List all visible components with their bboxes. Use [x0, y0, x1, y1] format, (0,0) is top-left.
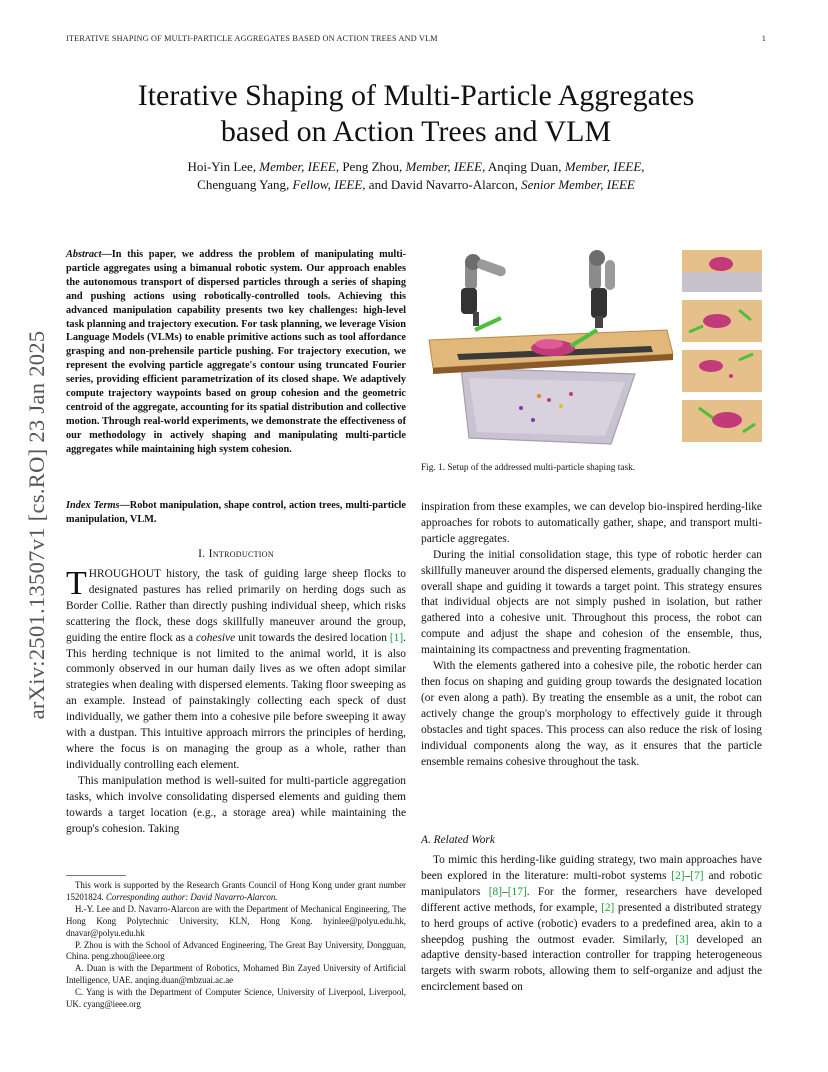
abstract-label: Abstract	[66, 249, 102, 260]
author-list	[66, 158, 766, 194]
author-4-role: Fellow, IEEE	[292, 177, 363, 192]
footnote-affiliation-1: H.-Y. Lee and D. Navarro-Alarcon are with the Department of Mechanical Engineering, The Hong Kong Polytechnic University, KLN, Hong Kong. hyinlee@polyu.edu.hk, dnavar@polyu.edu.hk	[66, 903, 406, 938]
subsection-heading-related-work: A. Related Work	[421, 834, 495, 846]
author-4: Chenguang Yang,	[197, 177, 293, 192]
abstract-text: —In this paper, we address the problem of manipulating multi-particle aggregates using a bimanual robotic system. Our approach enables the autonomous transport of dispersed particles through a series of shaping and pushing actions using robotically-controlled tools. Achieving this advanced manipulation capability presents two key challenges: high-level task planning and trajectory execution. For task planning, we leverage Vision Language Models (VLMs) to enable primitive actions such as tool affordance grasping and non-prehensile particle pushing. For trajectory execution, we represent the evolving particle aggregate's contour using truncated Fourier series, providing efficient parametrization of its closed shape. We adaptively compute trajectory waypoints based on group cohesion and the geometric centroid of the aggregate, accounting for its spatial distribution and collective motion. Through real-world experiments, we demonstrate the effectiveness of our methodology in actively shaping and manipulating multi-particle aggregates while maintaining high system cohesion.	[66, 249, 406, 455]
related-text-4: presented a distributed strategy to herd groups of active (robotic) evaders to a predefined area, akin to a sheepdog pushing the outmost evader. Similarly,	[421, 901, 762, 946]
author-line-2	[66, 176, 766, 194]
index-terms-text: —Robot manipulation, shape control, action trees, multi-particle manipulation, VLM.	[66, 500, 406, 525]
citation-link[interactable]: [7]	[690, 869, 704, 882]
figure-1-setup-photo	[421, 248, 762, 454]
intro-paragraph-2: This manipulation method is well-suited for multi-particle aggregation tasks, which involve consolidating dispersed elements and guiding them towards a target location (e.g., a storage area) while maintaining the group's cohesion. Taking	[66, 774, 406, 835]
arxiv-stamp	[19, 290, 55, 760]
footnote-funding	[66, 880, 406, 904]
citation-link[interactable]: [8]	[488, 885, 503, 898]
stage-thumbnail-2	[682, 300, 762, 342]
section-title: Introduction	[208, 547, 274, 560]
section-number: I.	[198, 547, 209, 560]
related-work-text	[421, 853, 762, 996]
related-text-3: . For the former, researchers have developed different active methods, for example,	[421, 885, 762, 914]
title-line-1: Iterative Shaping of Multi-Particle Aggregates	[137, 79, 695, 112]
footnote-affiliation-3: A. Duan is with the Department of Robotics, Mohamed Bin Zayed University of Artificial Intelligence, UAE. anqing.duan@mbzuai.ac.ae	[66, 963, 406, 986]
right-paragraph-shaping: With the elements gathered into a cohesive pile, the robotic herder can then focus on shaping and guiding group towards the designated location (or even along a path). By treating the ensemble as a unit, the robot can actively change the group's morphology to effectively guide it through obstacles and tight spaces. This process can also reduce the risk of losing individual components along the way, as it ensures that the particle ensemble remains cohesive throughout the task.	[421, 660, 762, 768]
author-3: , Anqing Duan,	[482, 159, 565, 174]
stage-thumbnails	[682, 250, 762, 442]
author-5: , and David Navarro-Alarcon,	[362, 177, 522, 192]
author-1-role: Member, IEEE	[259, 159, 336, 174]
arxiv-stamp-text: arXiv:2501.13507v1 [cs.RO] 23 Jan 2025	[24, 330, 49, 720]
author-3-sep: ,	[641, 159, 645, 174]
citation-range-dash: –	[684, 869, 691, 882]
citation-range-dash: –	[502, 885, 508, 898]
index-terms-label: Index Terms	[66, 500, 120, 511]
author-line-1	[66, 158, 766, 176]
right-paragraph-continued: inspiration from these examples, we can develop bio-inspired herding-like approaches for robots to automatically gather, shape, and transport multi-particle aggregates.	[421, 501, 762, 545]
citation-link[interactable]: [17]	[507, 885, 527, 898]
footnotes	[66, 880, 406, 1011]
intro-p1-c: . This herding technique is not limited to the animal world, it is also commonly observed in our human daily lives as we often adopt similar strategies when dealing with dispersed elements. Taking floor sweeping as an example. Instead of painstakingly collecting each speck of dust individually, we gather them into a cohesive pile before sweeping it away with a dustpan. This intuitive approach mirrors the principles of herding, where the focus is on managing the group as a whole, rather than individually controlling each element.	[66, 631, 406, 771]
figure-1-caption: Fig. 1. Setup of the addressed multi-particle shaping task.	[421, 463, 636, 473]
stage-thumbnail-1	[682, 250, 762, 292]
footnote-funding-text: This work is supported by the Research Grants Council of Hong Kong under grant number 15201824.	[66, 880, 406, 902]
abstract	[66, 248, 406, 457]
citation-link[interactable]: [2]	[601, 901, 615, 914]
author-5-role: Senior Member, IEEE	[521, 177, 635, 192]
citation-link[interactable]: [2]	[671, 869, 685, 882]
related-text-5: developed an adaptive density-based interaction controller for trapping heterogeneous targets with swarm robots, allowing them to self-organize and adjust the encirclement based on	[421, 933, 762, 994]
stage-thumbnail-3	[682, 350, 762, 392]
intro-paragraph-1	[66, 567, 406, 774]
stage-thumbnail-4	[682, 400, 762, 442]
page-number: 1	[761, 34, 766, 43]
right-column-text-top	[421, 500, 762, 770]
intro-p1-b: unit towards the desired location	[235, 631, 390, 644]
footnote-affiliation-2: P. Zhou is with the School of Advanced Engineering, The Great Bay University, Dongguan, China. peng.zhou@ieee.org	[66, 939, 406, 962]
right-paragraph-consolidation: During the initial consolidation stage, this type of robotic herder can skillfully maneuver around the dispersed elements, gradually changing the overall shape and guiding it towards a target point. This strategy ensures that individual objects are not simply pushed in isolation, but rather gathered into a cohesive unit. Throughout this process, the robot can compute and adjust the shape and cohesion of the ensemble, thus, maintaining its compactness and preventing fragmentation.	[421, 548, 762, 657]
title-line-2: based on Action Trees and VLM	[220, 115, 612, 148]
introduction-text	[66, 567, 406, 837]
footnote-affiliation-4: C. Yang is with the Department of Computer Science, University of Liverpool, Liverpool, UK. cyang@ieee.org	[66, 987, 406, 1010]
citation-link[interactable]: [1]	[389, 631, 404, 644]
footnote-rule	[66, 875, 126, 876]
drop-cap: T	[66, 565, 87, 602]
author-2-role: Member, IEEE	[405, 159, 483, 174]
intro-p1-emphasis: cohesive	[195, 631, 236, 644]
related-work-paragraph	[421, 853, 762, 996]
running-title: ITERATIVE SHAPING OF MULTI-PARTICLE AGGREGATES BASED ON ACTION TREES AND VLM	[66, 34, 438, 43]
main-scene-image	[421, 248, 677, 454]
related-text-2: and robotic manipulators	[421, 869, 762, 898]
related-text-1: To mimic this herding-like guiding strategy, two main approaches have been explored in the literature: multi-robot systems	[421, 854, 762, 882]
intro-p1-a: HROUGHOUT history, the task of guiding large sheep flocks to designated pastures has relied primarily on herding dogs such as Border Collie. Rather than directly pushing individual sheep, which risks scattering the flock, these dogs skillfully maneuver around the group, guiding the entire flock as a	[66, 568, 406, 644]
author-1: Hoi-Yin Lee,	[187, 159, 260, 174]
running-header	[66, 34, 766, 43]
index-terms	[66, 499, 406, 527]
paper-title	[66, 78, 766, 150]
section-heading-introduction	[66, 547, 406, 560]
footnote-corresponding: Corresponding author: David Navarro-Alarcon.	[105, 891, 278, 902]
author-2: , Peng Zhou,	[335, 159, 406, 174]
citation-link[interactable]: [3]	[675, 933, 689, 946]
author-3-role: Member, IEEE	[564, 159, 642, 174]
